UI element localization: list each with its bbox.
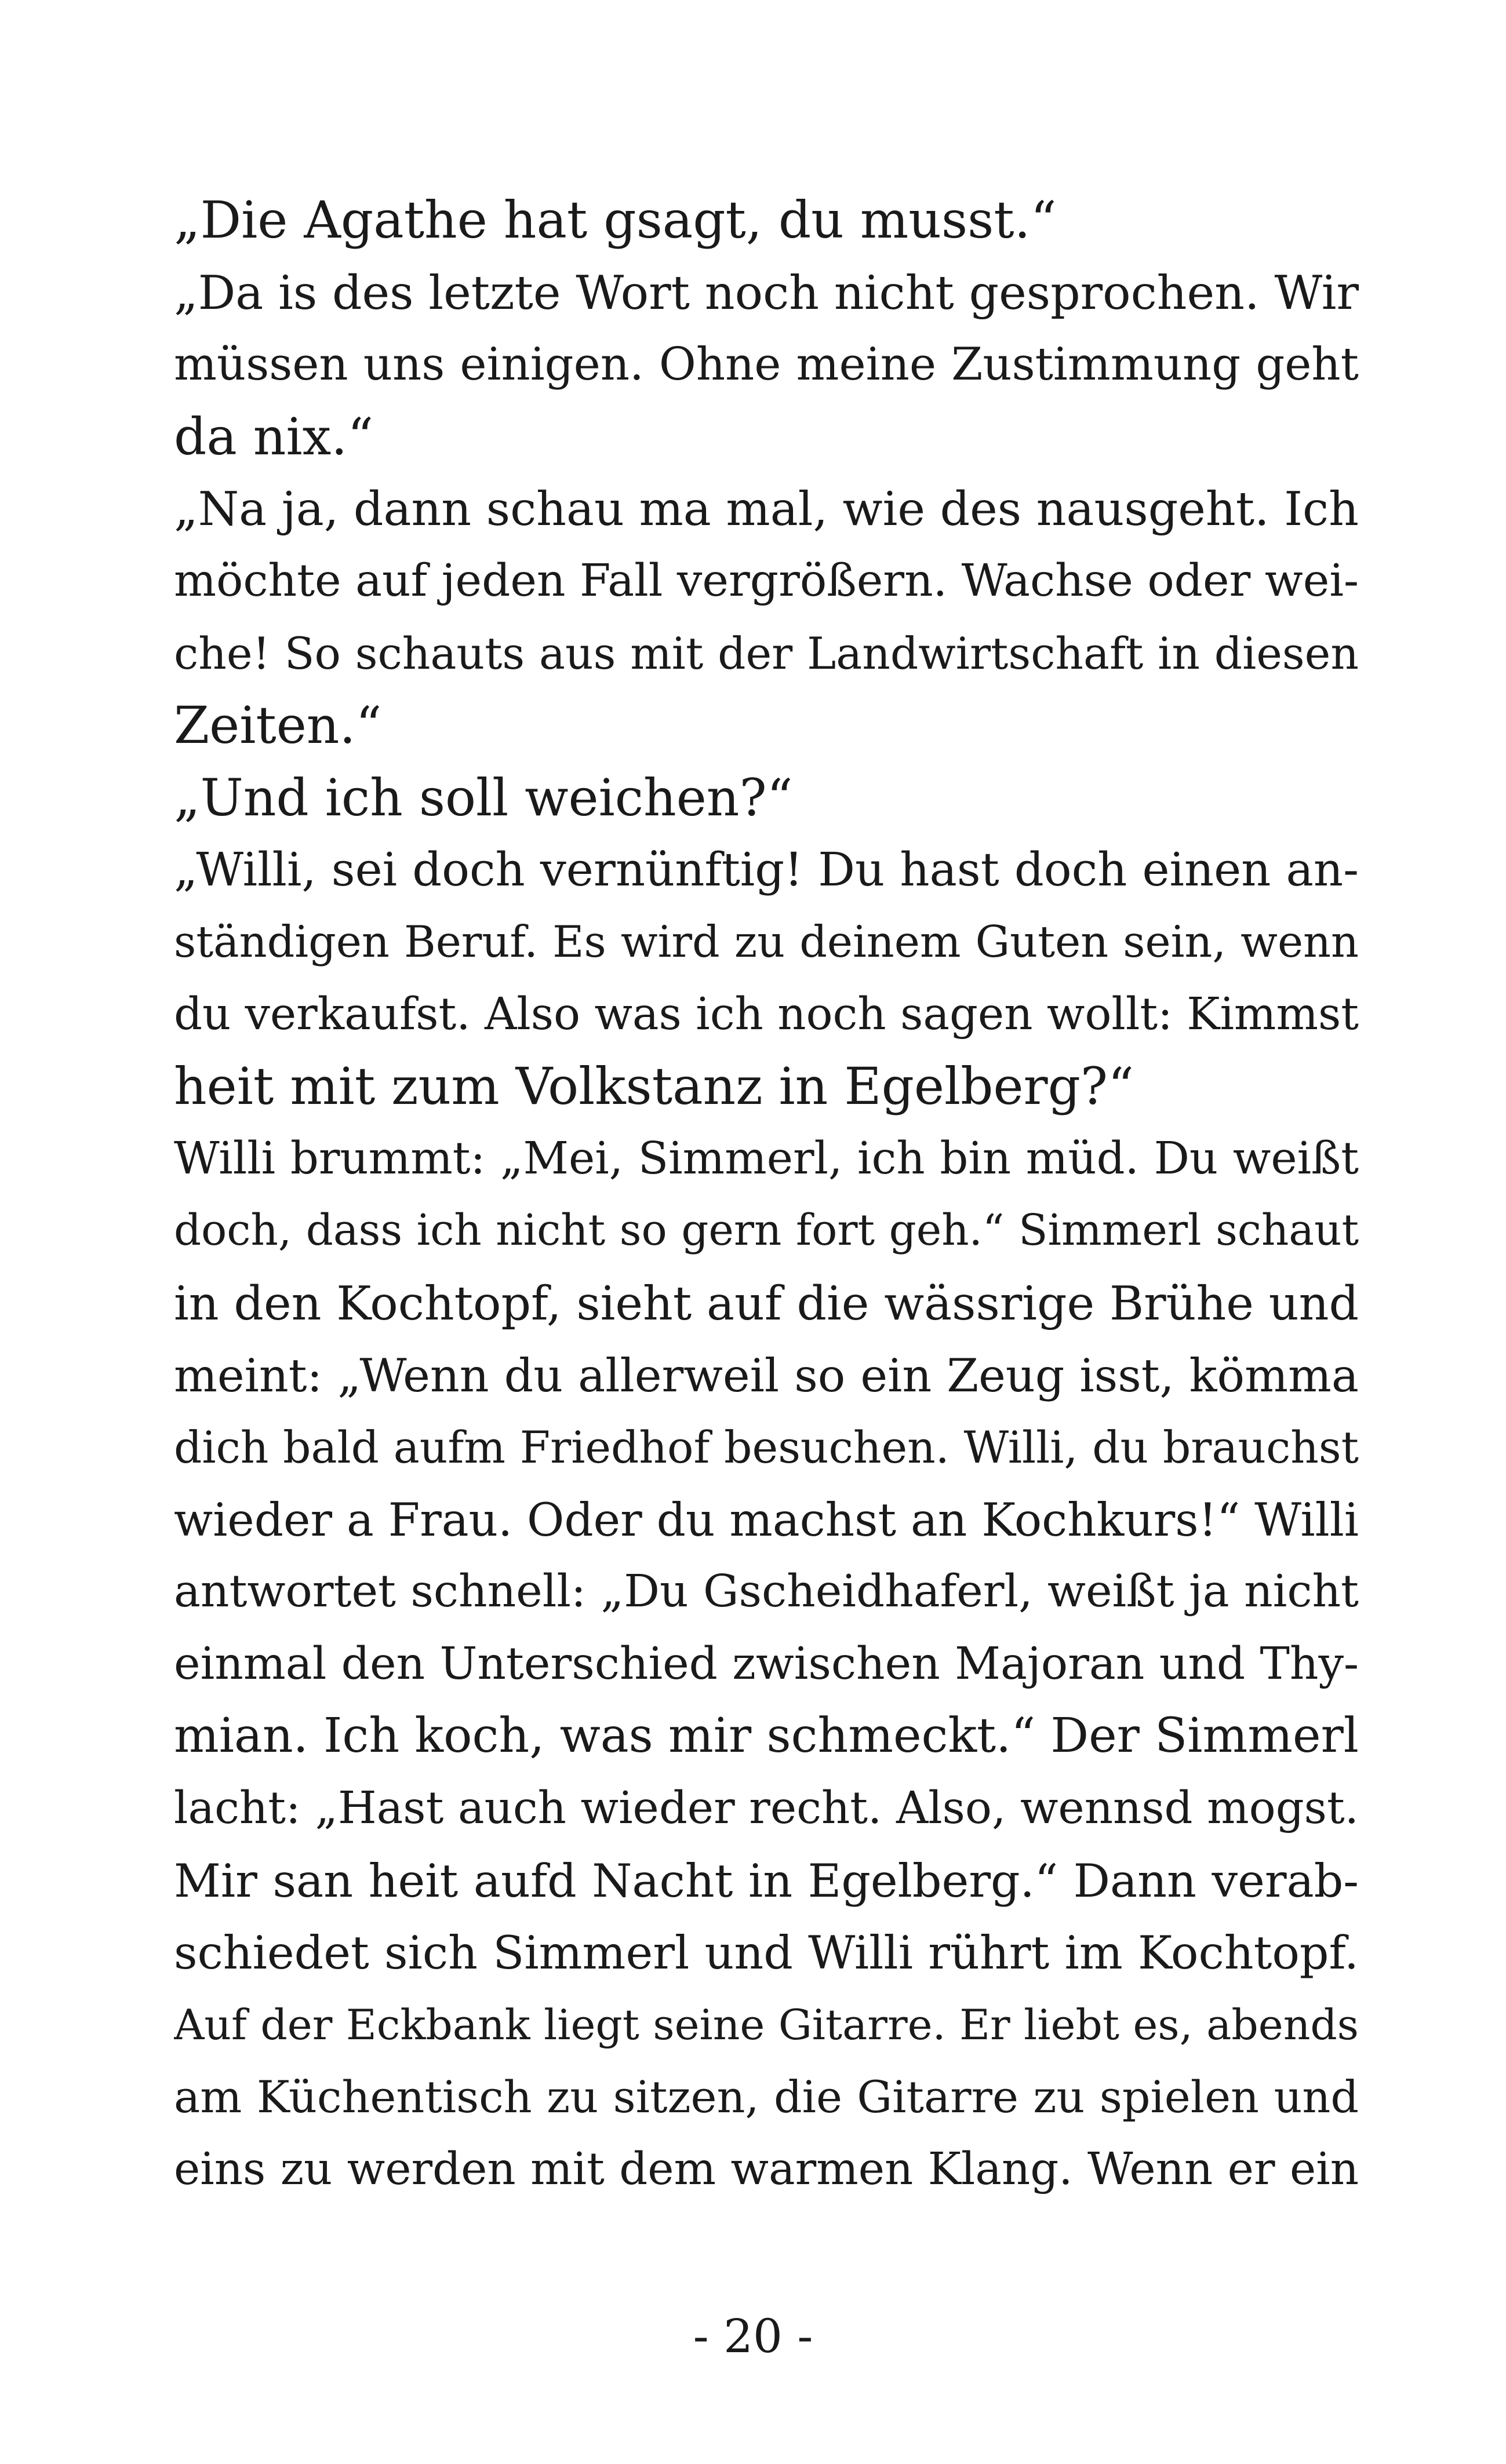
- text-line: che! So schauts aus mit der Landwirtschaft in diesen: [174, 628, 1359, 679]
- body-text: [174, 184, 1359, 2206]
- text-line: „Die Agathe hat gsagt, du musst.“: [174, 190, 1057, 250]
- page-number: - 20 -: [693, 2309, 813, 2363]
- text-line: am Küchentisch zu sitzen, die Gitarre zu spielen und: [174, 2071, 1359, 2123]
- text-line: lacht: „Hast auch wieder recht. Also, wennsd mogst.: [174, 1783, 1359, 1835]
- text-line: möchte auf jeden Fall vergrößern. Wachse oder wei-: [174, 555, 1359, 607]
- text-line: wieder a Frau. Oder du machst an Kochkurs!“ Willi: [174, 1493, 1359, 1547]
- text-line: Auf der Eckbank liegt seine Gitarre. Er liebt es, abends: [174, 2000, 1359, 2050]
- text-line: eins zu werden mit dem warmen Klang. Wenn er ein: [174, 2144, 1359, 2196]
- text-line: ständigen Beruf. Es wird zu deinem Guten sein, wenn: [174, 916, 1359, 967]
- text-line: du verkaufst. Also was ich noch sagen wollt: Kimmst: [174, 988, 1359, 1040]
- text-line: meint: „Wenn du allerweil so ein Zeug isst, kömma: [174, 1348, 1359, 1402]
- text-line: „Da is des letzte Wort noch nicht gesprochen. Wir: [174, 265, 1359, 320]
- text-line: Willi brummt: „Mei, Simmerl, ich bin müd. Du weißt: [174, 1132, 1359, 1184]
- text-line: schiedet sich Simmerl und Willi rührt im Kochtopf.: [174, 1926, 1359, 1980]
- text-line: „Und ich soll weichen?“: [174, 767, 793, 828]
- text-line: doch, dass ich nicht so gern fort geh.“ Simmerl schaut: [174, 1206, 1359, 1256]
- text-line: da nix.“: [174, 406, 374, 466]
- text-line: „Na ja, dann schau ma mal, wie des nausgeht. Ich: [174, 482, 1359, 537]
- text-line: antwortet schnell: „Du Gscheidhaferl, weißt ja nicht: [174, 1566, 1359, 1618]
- text-line: müssen uns einigen. Ohne meine Zustimmung geht: [174, 338, 1359, 391]
- text-line: Mir san heit aufd Nacht in Egelberg.“ Dann verab-: [174, 1854, 1359, 1908]
- text-line: heit mit zum Volkstanz in Egelberg?“: [174, 1056, 1134, 1117]
- text-line: einmal den Unterschied zwischen Majoran und Thy-: [174, 1638, 1359, 1690]
- text-line: mian. Ich koch, was mir schmeckt.“ Der Simmerl: [174, 1708, 1359, 1764]
- text-line: in den Kochtopf, sieht auf die wässrige Brühe und: [174, 1275, 1359, 1331]
- text-line: „Willi, sei doch vernünftig! Du hast doch einen an-: [174, 843, 1359, 897]
- text-line: dich bald aufm Friedhof besuchen. Willi, du brauchst: [174, 1422, 1359, 1474]
- text-line: Zeiten.“: [174, 695, 382, 756]
